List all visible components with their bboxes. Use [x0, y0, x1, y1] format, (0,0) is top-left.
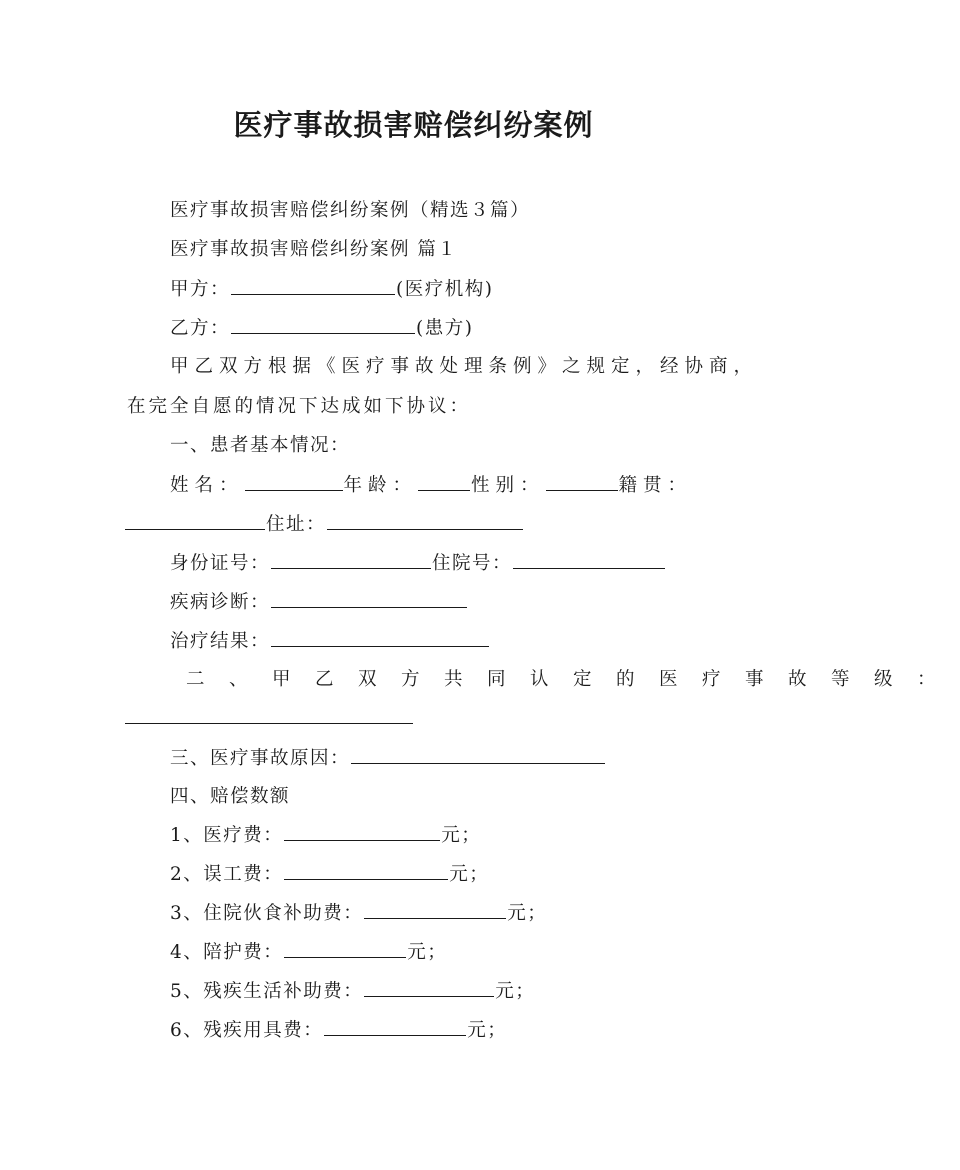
accident-level-blank[interactable] — [125, 705, 413, 724]
comp-3-label: 3、住院伙食补助费： — [170, 903, 364, 924]
diagnosis-line — [170, 589, 468, 616]
party-a-label: 甲方： — [170, 279, 231, 300]
intro-line-2: 在完全自愿的情况下达成如下协议： — [127, 396, 472, 417]
comp-item-1 — [170, 822, 481, 849]
comp-6-label: 6、残疾用具费： — [170, 1020, 324, 1041]
comp-item-3 — [170, 900, 547, 927]
comp-item-4 — [170, 939, 447, 966]
intro-line-1: 甲乙双方根据《医疗事故处理条例》之规定，经协商， — [170, 356, 759, 377]
gender-blank[interactable] — [546, 472, 618, 491]
comp-6-unit: 元； — [467, 1020, 508, 1041]
section-3-line — [170, 745, 606, 772]
address-blank[interactable] — [327, 511, 523, 530]
age-blank[interactable] — [418, 472, 470, 491]
name-blank[interactable] — [245, 472, 343, 491]
comp-4-blank[interactable] — [284, 939, 406, 958]
party-a-suffix: (医疗机构) — [396, 279, 494, 300]
diagnosis-blank[interactable] — [271, 589, 467, 608]
id-line — [170, 550, 666, 577]
inpatient-label: 住院号： — [432, 553, 513, 574]
diagnosis-label: 疾病诊断： — [170, 592, 271, 613]
comp-2-blank[interactable] — [284, 861, 448, 880]
result-label: 治疗结果： — [170, 631, 271, 652]
comp-item-6 — [170, 1017, 507, 1044]
party-a-blank[interactable] — [231, 276, 395, 295]
section-4-heading: 四、赔偿数额 — [170, 786, 291, 807]
comp-1-blank[interactable] — [284, 822, 440, 841]
comp-2-label: 2、误工费： — [170, 864, 284, 885]
name-label: 姓名： — [170, 475, 244, 496]
accident-cause-blank[interactable] — [351, 745, 605, 764]
origin-address-line — [125, 511, 524, 538]
comp-1-label: 1、医疗费： — [170, 825, 284, 846]
patient-basic-line — [170, 472, 692, 499]
inpatient-blank[interactable] — [513, 550, 665, 569]
section-heading: 医疗事故损害赔偿纠纷案例 篇１ — [170, 239, 458, 260]
comp-3-unit: 元； — [507, 903, 548, 924]
party-b-line — [170, 315, 473, 342]
comp-4-label: 4、陪护费： — [170, 942, 284, 963]
age-label: 年龄： — [343, 475, 418, 496]
comp-3-blank[interactable] — [364, 900, 506, 919]
subtitle-line: 医疗事故损害赔偿纠纷案例（精选３篇） — [170, 200, 531, 221]
comp-item-2 — [170, 861, 489, 888]
party-b-label: 乙方： — [170, 318, 231, 339]
party-b-suffix: (患方) — [416, 318, 474, 339]
party-b-blank[interactable] — [231, 315, 415, 334]
comp-5-blank[interactable] — [364, 978, 494, 997]
section-1-heading: 一、患者基本情况： — [170, 435, 351, 456]
id-blank[interactable] — [271, 550, 431, 569]
gender-label: 性别： — [471, 475, 545, 496]
origin-blank[interactable] — [125, 511, 265, 530]
comp-4-unit: 元； — [407, 942, 448, 963]
accident-cause-label: 三、医疗事故原因： — [170, 748, 351, 769]
comp-1-unit: 元； — [441, 825, 482, 846]
party-a-line — [170, 276, 493, 303]
address-label: 住址： — [266, 514, 327, 535]
result-line — [170, 628, 490, 655]
comp-2-unit: 元； — [449, 864, 490, 885]
comp-item-5 — [170, 978, 535, 1005]
comp-5-label: 5、残疾生活补助费： — [170, 981, 364, 1002]
origin-label: 籍贯： — [618, 475, 693, 496]
document-title: 医疗事故损害赔偿纠纷案例 — [233, 108, 594, 142]
comp-6-blank[interactable] — [324, 1017, 466, 1036]
id-label: 身份证号： — [170, 553, 271, 574]
section-2-line: 二、甲乙双方共同认定的医疗事故等级： — [186, 669, 960, 690]
result-blank[interactable] — [271, 628, 489, 647]
comp-5-unit: 元； — [495, 981, 536, 1002]
